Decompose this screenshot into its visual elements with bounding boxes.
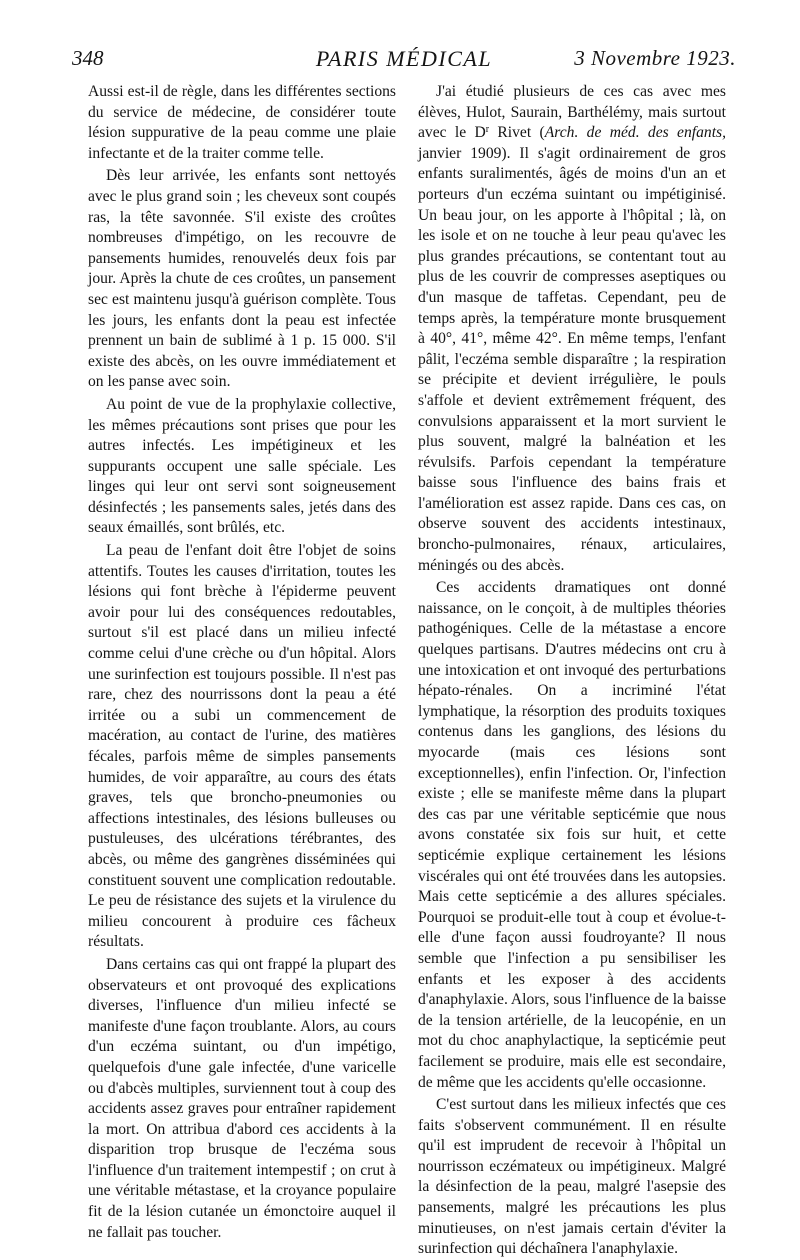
paragraph: Au point de vue de la prophylaxie collective, les mêmes précautions sont prises que pour les autres infectés. Les impétigineux et les suppurants occupent une salle spéciale. Les linges qui leur ont servi sont soigneusement désinfectés ; les pansements sales, jetés dans des seaux émaillés, sont brûlés, etc. (88, 395, 396, 537)
issue-date: 3 Novembre 1923. (574, 46, 736, 70)
paragraph: Dans certains cas qui ont frappé la plupart des observateurs et ont provoqué des explications diverses, l'influence d'un milieu infecté se manifeste d'une façon troublante. Alors, au cours d'un eczéma suintant, ou d'un impétigo, quelquefois d'une gale infectée, d'une varicelle ou d'abcès multiples, surviennent tout à coup des accidents assez graves pour entraîner rapidement la mort. On attribua d'abord ces accidents à la disparition trop brusque de l'eczéma sous l'influence d'un traitement intempestif ; on crut à une véritable métastase, et la croyance populaire fit de la lésion cutanée un émonctoire auquel il ne fallait pas toucher. (88, 955, 396, 1241)
paragraph (418, 82, 726, 576)
journal-title: PARIS MÉDICAL (315, 46, 493, 71)
right-column (418, 82, 726, 1260)
paragraph: C'est surtout dans les milieux infectés que ces faits s'observent communément. Il en résulte qu'il est imprudent de recevoir à l'hôpital un nourrisson eczémateux ou impétigineux. Malgré la désinfection de la peau, malgré l'asepsie des pansements, malgré les précautions les plus minutieuses, on n'est jamais certain d'éviter la surinfection qui déchaînera l'anaphylaxie. (418, 1096, 726, 1258)
text-run: Rivet ( (489, 124, 545, 142)
paragraph: Aussi est-il de règle, dans les différentes sections du service de médecine, de considérer toute lésion suppurative de la peau comme une plaie infectante et de la traiter comme telle. (88, 83, 396, 162)
paragraph: Ces accidents dramatiques ont donné naissance, on le conçoit, à de multiples théories pathogéniques. Celle de la métastase a encore quelques partisans. D'autres médecins ont cru à une intoxication et ont invoqué des perturbations hépato-rénales. On a incriminé l'état lymphatique, la résorption des produits toxiques contenus dans les ganglions, des lésions du myocarde (mais ces lésions sont exceptionnelles), enfin l'infection. Or, l'infection existe ; elle se manifeste même dans la plupart des cas par une véritable septicémie que nous avons constatée six fois sur huit, et cette septicémie explique certainement les lésions viscérales qui ont été trouvées dans les autopsies. Mais cette septicémie a des allures spéciales. Pourquoi se produit-elle tout à coup et évolue-t-elle d'une façon aussi foudroyante? Il nous semble que l'infection a pu sensibiliser les enfants et les exposer à des accidents d'anaphylaxie. Alors, sous l'influence de la baisse de la tension artérielle, de la leucopénie, en un mot du choc anaphylactique, la septicémie peut facilement se produire, mais elle est secondaire, de même que les accidents qu'elle occasionne. (418, 579, 726, 1091)
page-number: 348 (72, 46, 104, 70)
paragraph: Dès leur arrivée, les enfants sont nettoyés avec le plus grand soin ; les cheveux sont coupés ras, la tête savonnée. S'il existe des croûtes nombreuses d'impétigo, on les recouvre de pansements humides, renouvelés deux fois par jour. Après la chute de ces croûtes, un pansement sec est maintenu jusqu'à guérison complète. Tous les jours, les enfants dont la peau est infectée prennent un bain de sublimé à 1 p. 15 000. S'il existe des abcès, on les ouvre immédiatement et on les panse avec soin. (88, 167, 396, 391)
text-run: J'ai étudié plusieurs de ces cas avec mes élèves, Hulot, Saurain, Barthélémy, mais surtout avec le D (418, 83, 726, 142)
superscript: r (485, 124, 490, 136)
left-column (88, 82, 396, 1243)
paragraph: La peau de l'enfant doit être l'objet de soins attentifs. Toutes les causes d'irritation, toutes les lésions qui font brèche à l'épiderme peuvent avoir pour lui des conséquences redoutables, surtout s'il est placé dans un milieu infecté comme celui d'une crèche ou d'un hôpital. Alors une surinfection est toujours possible. Il n'est pas rare, chez des nourrissons dont la peau a été irritée ou a subi un commencement de macération, au contact de l'urine, des matières fécales, parfois même de simples pansements humides, de voir apparaître, au cours des états graves, tels que broncho-pneumonies ou affections intestinales, des lésions bulleuses ou pustuleuses, des ulcérations térébrantes, des abcès, ou même des gangrènes disséminées qui constituent souvent une complication redoutable. Le peu de résistance des sujets et la virulence du milieu concourent à produire ces fâcheux résultats. (88, 542, 396, 951)
running-header (72, 46, 736, 76)
text-run: janvier 1909). Il s'agit ordinairement de gros enfants suralimentés, âgés de moins d'un an et porteurs d'un eczéma suintant ou impétiginisé. Un beau jour, on les apporte à l'hôpital ; là, on les isole et on ne touche à leur peau qu'avec les plus grandes précautions, se contentant tout au plus de les couvrir de compresses aseptiques ou d'un masque de taffetas. Cependant, peu de temps après, la température monte brusquement à 40°, 41°, même 42°. En même temps, l'enfant pâlit, l'eczéma semble disparaître ; la respiration se précipite et devient irrégulière, le pouls s'affole et devient extrêmement fréquent, des convulsions apparaissent et la mort survient le plus souvent, malgré la balnéation et les révulsifs. Parfois cependant la température baisse sous l'influence des bains frais et l'amélioration est assez rapide. Dans ces cas, on observe souvent des accidents intestinaux, broncho-pulmonaires, rénaux, articulaires, méningés ou des abcès. (418, 144, 726, 574)
citation-title: Arch. de méd. des enfants, (544, 124, 726, 142)
